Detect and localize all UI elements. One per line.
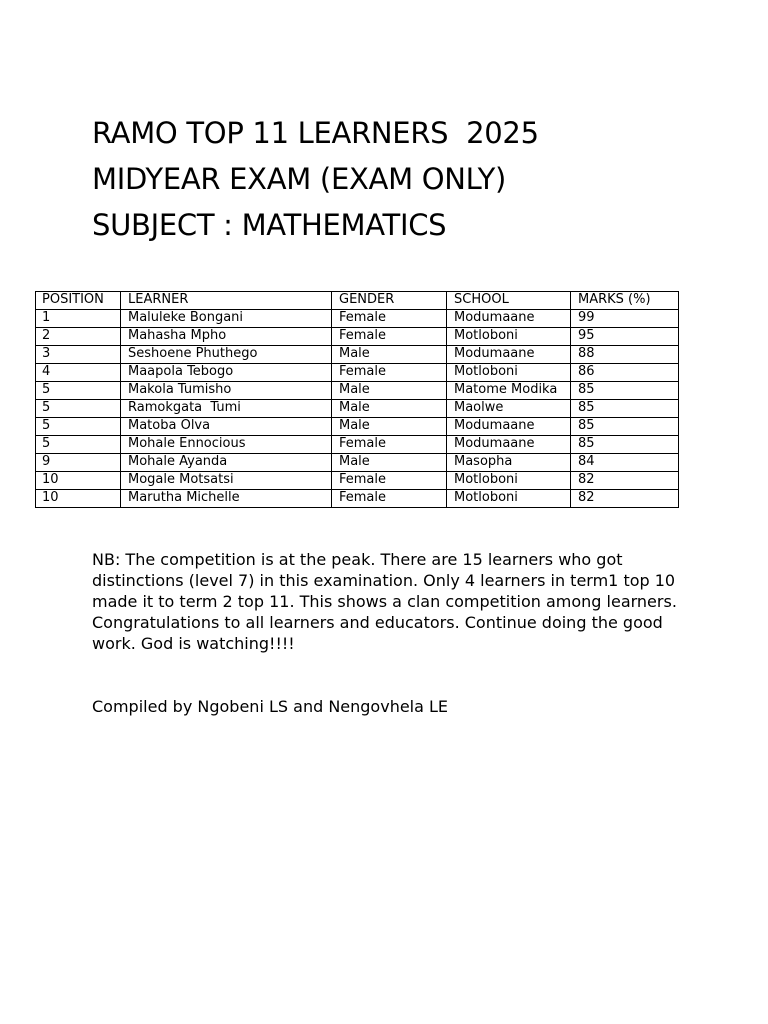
cell-learner: Ramokgata Tumi bbox=[121, 400, 332, 418]
cell-position: 2 bbox=[36, 328, 121, 346]
cell-gender: Male bbox=[332, 346, 447, 364]
table-row bbox=[36, 310, 679, 328]
table-row bbox=[36, 454, 679, 472]
cell-gender: Female bbox=[332, 472, 447, 490]
cell-learner: Mohale Ayanda bbox=[121, 454, 332, 472]
cell-learner: Marutha Michelle bbox=[121, 490, 332, 508]
cell-school: Modumaane bbox=[447, 310, 571, 328]
cell-school: Modumaane bbox=[447, 418, 571, 436]
title-line-3: SUBJECT : MATHEMATICS bbox=[92, 208, 447, 242]
cell-gender: Female bbox=[332, 436, 447, 454]
header-gender: GENDER bbox=[332, 292, 447, 310]
cell-position: 4 bbox=[36, 364, 121, 382]
cell-school: Modumaane bbox=[447, 346, 571, 364]
cell-school: Motloboni bbox=[447, 364, 571, 382]
results-table bbox=[35, 291, 679, 508]
cell-position: 5 bbox=[36, 418, 121, 436]
cell-position: 3 bbox=[36, 346, 121, 364]
table-row bbox=[36, 490, 679, 508]
title-line-2: MIDYEAR EXAM (EXAM ONLY) bbox=[92, 162, 507, 196]
cell-marks: 95 bbox=[571, 328, 679, 346]
cell-gender: Male bbox=[332, 382, 447, 400]
cell-school: Motloboni bbox=[447, 472, 571, 490]
cell-marks: 99 bbox=[571, 310, 679, 328]
table-row bbox=[36, 418, 679, 436]
document-title bbox=[92, 110, 539, 248]
cell-position: 10 bbox=[36, 472, 121, 490]
table-header-row bbox=[36, 292, 679, 310]
cell-school: Motloboni bbox=[447, 328, 571, 346]
cell-gender: Male bbox=[332, 418, 447, 436]
cell-marks: 82 bbox=[571, 472, 679, 490]
title-line-1: RAMO TOP 11 LEARNERS 2025 bbox=[92, 116, 539, 150]
cell-marks: 88 bbox=[571, 346, 679, 364]
cell-gender: Female bbox=[332, 310, 447, 328]
cell-position: 9 bbox=[36, 454, 121, 472]
table-row bbox=[36, 382, 679, 400]
cell-gender: Female bbox=[332, 364, 447, 382]
cell-school: Modumaane bbox=[447, 436, 571, 454]
cell-position: 5 bbox=[36, 382, 121, 400]
cell-marks: 85 bbox=[571, 436, 679, 454]
cell-learner: Mohale Ennocious bbox=[121, 436, 332, 454]
cell-position: 1 bbox=[36, 310, 121, 328]
cell-learner: Makola Tumisho bbox=[121, 382, 332, 400]
cell-learner: Matoba Olva bbox=[121, 418, 332, 436]
cell-gender: Female bbox=[332, 328, 447, 346]
table-row bbox=[36, 328, 679, 346]
header-learner: LEARNER bbox=[121, 292, 332, 310]
cell-marks: 86 bbox=[571, 364, 679, 382]
cell-gender: Male bbox=[332, 454, 447, 472]
cell-school: Maolwe bbox=[447, 400, 571, 418]
cell-position: 10 bbox=[36, 490, 121, 508]
cell-position: 5 bbox=[36, 436, 121, 454]
table-row bbox=[36, 472, 679, 490]
header-school: SCHOOL bbox=[447, 292, 571, 310]
cell-gender: Female bbox=[332, 490, 447, 508]
table-row bbox=[36, 400, 679, 418]
cell-position: 5 bbox=[36, 400, 121, 418]
cell-marks: 85 bbox=[571, 418, 679, 436]
cell-learner: Mahasha Mpho bbox=[121, 328, 332, 346]
table-row bbox=[36, 364, 679, 382]
cell-school: Motloboni bbox=[447, 490, 571, 508]
compiled-by-credit: Compiled by Ngobeni LS and Nengovhela LE bbox=[92, 697, 449, 716]
cell-school: Matome Modika bbox=[447, 382, 571, 400]
cell-marks: 85 bbox=[571, 400, 679, 418]
cell-marks: 85 bbox=[571, 382, 679, 400]
table-row bbox=[36, 346, 679, 364]
table-row bbox=[36, 436, 679, 454]
cell-learner: Seshoene Phuthego bbox=[121, 346, 332, 364]
header-position: POSITION bbox=[36, 292, 121, 310]
header-marks: MARKS (%) bbox=[571, 292, 679, 310]
note-paragraph: NB: The competition is at the peak. There are 15 learners who got distinctions (level 7) in this examination. Only 4 learners in term1 top 10 made it to term 2 top 11. This shows a clan competition among learners. Congratulations to all learners and educators. Continue doing the good work. God is watching!!!! bbox=[92, 550, 677, 653]
cell-learner: Maapola Tebogo bbox=[121, 364, 332, 382]
cell-learner: Mogale Motsatsi bbox=[121, 472, 332, 490]
cell-school: Masopha bbox=[447, 454, 571, 472]
cell-marks: 84 bbox=[571, 454, 679, 472]
cell-gender: Male bbox=[332, 400, 447, 418]
cell-learner: Maluleke Bongani bbox=[121, 310, 332, 328]
cell-marks: 82 bbox=[571, 490, 679, 508]
